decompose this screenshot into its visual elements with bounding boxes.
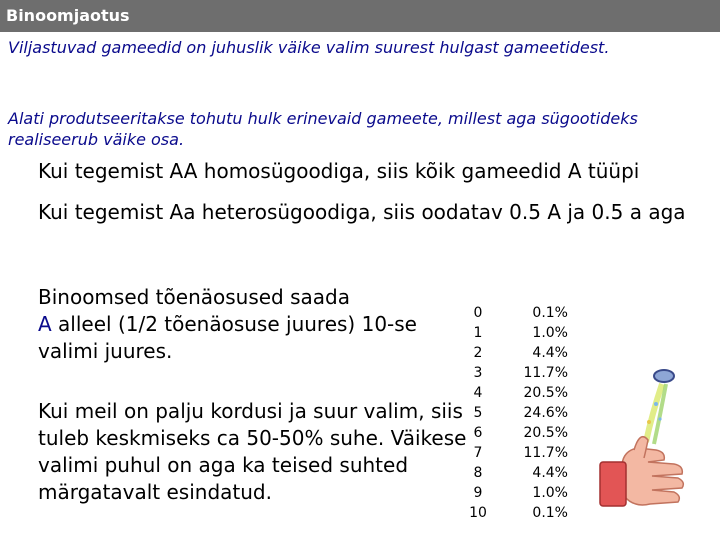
successes-count: 2 [473,345,483,361]
intro-text-1: Viljastuvad gameedid on juhuslik väike valim suurest hulgast gameetidest. [8,38,610,57]
probability-value: 0.1% [532,305,568,321]
successes-count: 8 [473,465,483,481]
bullet-binomial-lead: Binoomsed tõenäosused saada [38,285,350,309]
probability-value: 1.0% [532,485,568,501]
probability-value: 0.1% [532,505,568,521]
bullet-homozygote: Kui tegemist AA homosügoodiga, siis kõik gameedid A tüüpi [38,159,640,183]
probability-value: 24.6% [523,405,568,421]
coin-icon [654,370,674,382]
intro-text-2: Alati produtseeritakse tohutu hulk erinevaid gameete, millest aga sügootideks realiseerub väike osa. [8,109,638,149]
probability-value: 20.5% [523,425,568,441]
allele-label: A [38,312,52,336]
successes-count: 1 [473,325,483,341]
successes-count: 9 [473,485,483,501]
slide-title: Binoomjaotus [0,0,720,32]
successes-count: 6 [473,425,483,441]
probability-value: 1.0% [532,325,568,341]
bullet-large-sample: Kui meil on palju kordusi ja suur valim, siis tuleb keskmiseks ca 50-50% suhe. Väikese valimi puhul on aga ka teised suhted märgatavalt esindatud. [38,399,467,504]
successes-count: 7 [473,445,483,461]
successes-count: 5 [473,405,483,421]
successes-count: 0 [473,305,483,321]
successes-count: 4 [473,385,483,401]
bullet-binomial-rest: alleel (1/2 tõenäosuse juures) 10-se valimi juures. [38,312,417,363]
probability-value: 11.7% [523,445,568,461]
successes-count: 3 [473,365,483,381]
hand-icon [600,437,683,506]
probability-value: 4.4% [532,345,568,361]
successes-count: 10 [469,505,487,521]
probability-value: 11.7% [523,365,568,381]
coin-toss-hand-icon [594,364,704,524]
sparkle-trail [646,384,666,444]
probability-value: 4.4% [532,465,568,481]
bullet-binomial [38,284,458,365]
bullet-heterozygote: Kui tegemist Aa heterosügoodiga, siis oodatav 0.5 A ja 0.5 a aga [38,200,686,224]
probability-value: 20.5% [523,385,568,401]
